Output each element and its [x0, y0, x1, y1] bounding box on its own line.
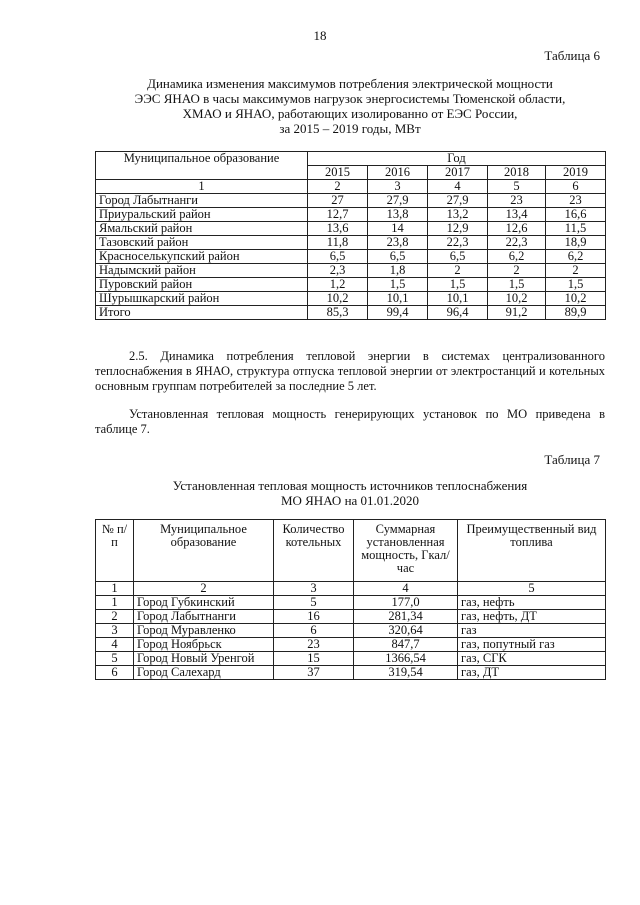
- table7-fuel-cell: газ, попутный газ: [458, 638, 606, 652]
- table7-index-cell: 4: [354, 582, 458, 596]
- table7-row: [96, 624, 606, 638]
- table7-title-line: Установленная тепловая мощность источников теплоснабжения: [172, 478, 528, 493]
- table7-num-cell: 5: [96, 652, 134, 666]
- table6-value-cell: 89,9: [546, 306, 606, 320]
- table6-row: [96, 222, 606, 236]
- table6-value-cell: 1,5: [428, 278, 488, 292]
- table6-value-cell: 6,5: [368, 250, 428, 264]
- table7-fuel-cell: газ: [458, 624, 606, 638]
- table6-value-cell: 2: [488, 264, 546, 278]
- table6-value-cell: 6,2: [488, 250, 546, 264]
- table7-index-row: [96, 582, 606, 596]
- table7-row: [96, 638, 606, 652]
- table6-power-consumption: [95, 151, 606, 320]
- table6-year-header: 2018: [488, 166, 546, 180]
- table7-header-cell: Муниципальное образование: [134, 520, 274, 582]
- table7-name-cell: Город Ноябрьск: [134, 638, 274, 652]
- table6-value-cell: 1,5: [546, 278, 606, 292]
- table7-capacity-cell: 1366,54: [354, 652, 458, 666]
- table7-boilers-cell: 6: [274, 624, 354, 638]
- table6-value-cell: 27,9: [368, 194, 428, 208]
- table7-index-cell: 3: [274, 582, 354, 596]
- table7-capacity-cell: 281,34: [354, 610, 458, 624]
- table6-row: [96, 250, 606, 264]
- table7-num-cell: 3: [96, 624, 134, 638]
- table7-boilers-cell: 16: [274, 610, 354, 624]
- table7-num-cell: 1: [96, 596, 134, 610]
- table6-index-cell: 2: [308, 180, 368, 194]
- table7-row: [96, 666, 606, 680]
- table6-value-cell: 11,8: [308, 236, 368, 250]
- table7-label: Таблица 7: [544, 452, 600, 467]
- table7-num-cell: 2: [96, 610, 134, 624]
- table6-value-cell: 1,5: [488, 278, 546, 292]
- table6-municipality-cell: Город Лабытнанги: [96, 194, 308, 208]
- table6-value-cell: 1,8: [368, 264, 428, 278]
- table6-value-cell: 22,3: [428, 236, 488, 250]
- table6-title-line: Динамика изменения максимумов потребления электрической мощности: [147, 76, 553, 91]
- table6-row: [96, 264, 606, 278]
- table7-num-cell: 6: [96, 666, 134, 680]
- table6-header-year: Год: [308, 152, 606, 166]
- table6-value-cell: 13,8: [368, 208, 428, 222]
- table7-title: [95, 478, 605, 508]
- table6-value-cell: 14: [368, 222, 428, 236]
- table6-title-line: ЭЭС ЯНАО в часы максимумов нагрузок энергосистемы Тюменской области,: [134, 91, 566, 106]
- table7-name-cell: Город Муравленко: [134, 624, 274, 638]
- table6-municipality-cell: Шурышкарский район: [96, 292, 308, 306]
- table6-row: [96, 306, 606, 320]
- table6-value-cell: 18,9: [546, 236, 606, 250]
- table6-municipality-cell: Тазовский район: [96, 236, 308, 250]
- table7-header-cell: Суммарная установленная мощность, Гкал/час: [354, 520, 458, 582]
- table7-fuel-cell: газ, нефть, ДТ: [458, 610, 606, 624]
- table6-value-cell: 2: [428, 264, 488, 278]
- table7-boilers-cell: 37: [274, 666, 354, 680]
- table6-value-cell: 12,9: [428, 222, 488, 236]
- table7-boilers-cell: 23: [274, 638, 354, 652]
- table6-value-cell: 1,5: [368, 278, 428, 292]
- table6-row: [96, 278, 606, 292]
- table6-value-cell: 13,6: [308, 222, 368, 236]
- table7-header-cell: Количество котельных: [274, 520, 354, 582]
- table6-row: [96, 292, 606, 306]
- table7-header-cell: Преимущественный вид топлива: [458, 520, 606, 582]
- table6-title: [95, 76, 605, 136]
- table6-index-cell: 4: [428, 180, 488, 194]
- table6-value-cell: 13,4: [488, 208, 546, 222]
- table7-name-cell: Город Губкинский: [134, 596, 274, 610]
- capacity-note-paragraph: Установленная тепловая мощность генерирующих установок по МО приведена в таблице 7.: [95, 407, 605, 436]
- table6-municipality-cell: Приуральский район: [96, 208, 308, 222]
- table6-value-cell: 6,5: [428, 250, 488, 264]
- table6-value-cell: 1,2: [308, 278, 368, 292]
- table6-value-cell: 2: [546, 264, 606, 278]
- table7-index-cell: 2: [134, 582, 274, 596]
- table6-value-cell: 10,2: [488, 292, 546, 306]
- table6-municipality-cell: Красноселькупский район: [96, 250, 308, 264]
- table7-row: [96, 610, 606, 624]
- table6-value-cell: 12,7: [308, 208, 368, 222]
- table6-value-cell: 99,4: [368, 306, 428, 320]
- table7-header-cell: № п/п: [96, 520, 134, 582]
- table6-title-line: за 2015 – 2019 годы, МВт: [279, 121, 421, 136]
- page-number: 18: [313, 28, 327, 43]
- table6-value-cell: 23: [546, 194, 606, 208]
- table6-row: [96, 208, 606, 222]
- table6-year-header: 2017: [428, 166, 488, 180]
- table7-capacity-cell: 177,0: [354, 596, 458, 610]
- table6-value-cell: 85,3: [308, 306, 368, 320]
- table6-value-cell: 2,3: [308, 264, 368, 278]
- table6-value-cell: 11,5: [546, 222, 606, 236]
- table6-value-cell: 10,2: [546, 292, 606, 306]
- table7-row: [96, 596, 606, 610]
- table7-capacity-cell: 847,7: [354, 638, 458, 652]
- table7-name-cell: Город Новый Уренгой: [134, 652, 274, 666]
- table6-municipality-cell: Итого: [96, 306, 308, 320]
- table7-index-cell: 1: [96, 582, 134, 596]
- table6-row: [96, 194, 606, 208]
- table7-fuel-cell: газ, ДТ: [458, 666, 606, 680]
- table6-index-cell: 5: [488, 180, 546, 194]
- table6-value-cell: 10,1: [368, 292, 428, 306]
- table6-value-cell: 16,6: [546, 208, 606, 222]
- table7-capacity-cell: 319,54: [354, 666, 458, 680]
- table6-value-cell: 23,8: [368, 236, 428, 250]
- table6-value-cell: 23: [488, 194, 546, 208]
- table6-municipality-cell: Пуровский район: [96, 278, 308, 292]
- table7-boilers-cell: 5: [274, 596, 354, 610]
- table7-name-cell: Город Лабытнанги: [134, 610, 274, 624]
- table7-row: [96, 652, 606, 666]
- table6-value-cell: 6,2: [546, 250, 606, 264]
- table6-value-cell: 96,4: [428, 306, 488, 320]
- table7-heat-capacity: [95, 519, 606, 680]
- table6-value-cell: 13,2: [428, 208, 488, 222]
- table6-title-line: ХМАО и ЯНАО, работающих изолированно от ЕЭС России,: [182, 106, 518, 121]
- table6-index-cell: 3: [368, 180, 428, 194]
- table7-capacity-cell: 320,64: [354, 624, 458, 638]
- table6-row: [96, 236, 606, 250]
- table7-title-line: МО ЯНАО на 01.01.2020: [280, 493, 420, 508]
- table6-value-cell: 91,2: [488, 306, 546, 320]
- table6-value-cell: 12,6: [488, 222, 546, 236]
- table6-year-header: 2019: [546, 166, 606, 180]
- table6-year-header: 2016: [368, 166, 428, 180]
- table7-num-cell: 4: [96, 638, 134, 652]
- table6-municipality-cell: Надымский район: [96, 264, 308, 278]
- table6-index-row: [96, 180, 606, 194]
- table6-value-cell: 10,2: [308, 292, 368, 306]
- table6-label: Таблица 6: [544, 48, 600, 63]
- table6-municipality-cell: Ямальский район: [96, 222, 308, 236]
- table7-fuel-cell: газ, нефть: [458, 596, 606, 610]
- table6-index-cell: 6: [546, 180, 606, 194]
- table6-value-cell: 27: [308, 194, 368, 208]
- table6-value-cell: 22,3: [488, 236, 546, 250]
- table6-value-cell: 6,5: [308, 250, 368, 264]
- table6-header-municipality: Муниципальное образование: [96, 152, 308, 180]
- table7-fuel-cell: газ, СГК: [458, 652, 606, 666]
- table7-boilers-cell: 15: [274, 652, 354, 666]
- section-2-5-paragraph: 2.5. Динамика потребления тепловой энергии в системах централизованного теплоснабжения в ЯНАО, структура отпуска тепловой энергии от электростанций и котельных основным группам потребителей за последние 5 лет.: [95, 349, 605, 393]
- table6-value-cell: 27,9: [428, 194, 488, 208]
- table6-value-cell: 10,1: [428, 292, 488, 306]
- table6-year-header: 2015: [308, 166, 368, 180]
- table6-index-cell: 1: [96, 180, 308, 194]
- table7-name-cell: Город Салехард: [134, 666, 274, 680]
- table7-index-cell: 5: [458, 582, 606, 596]
